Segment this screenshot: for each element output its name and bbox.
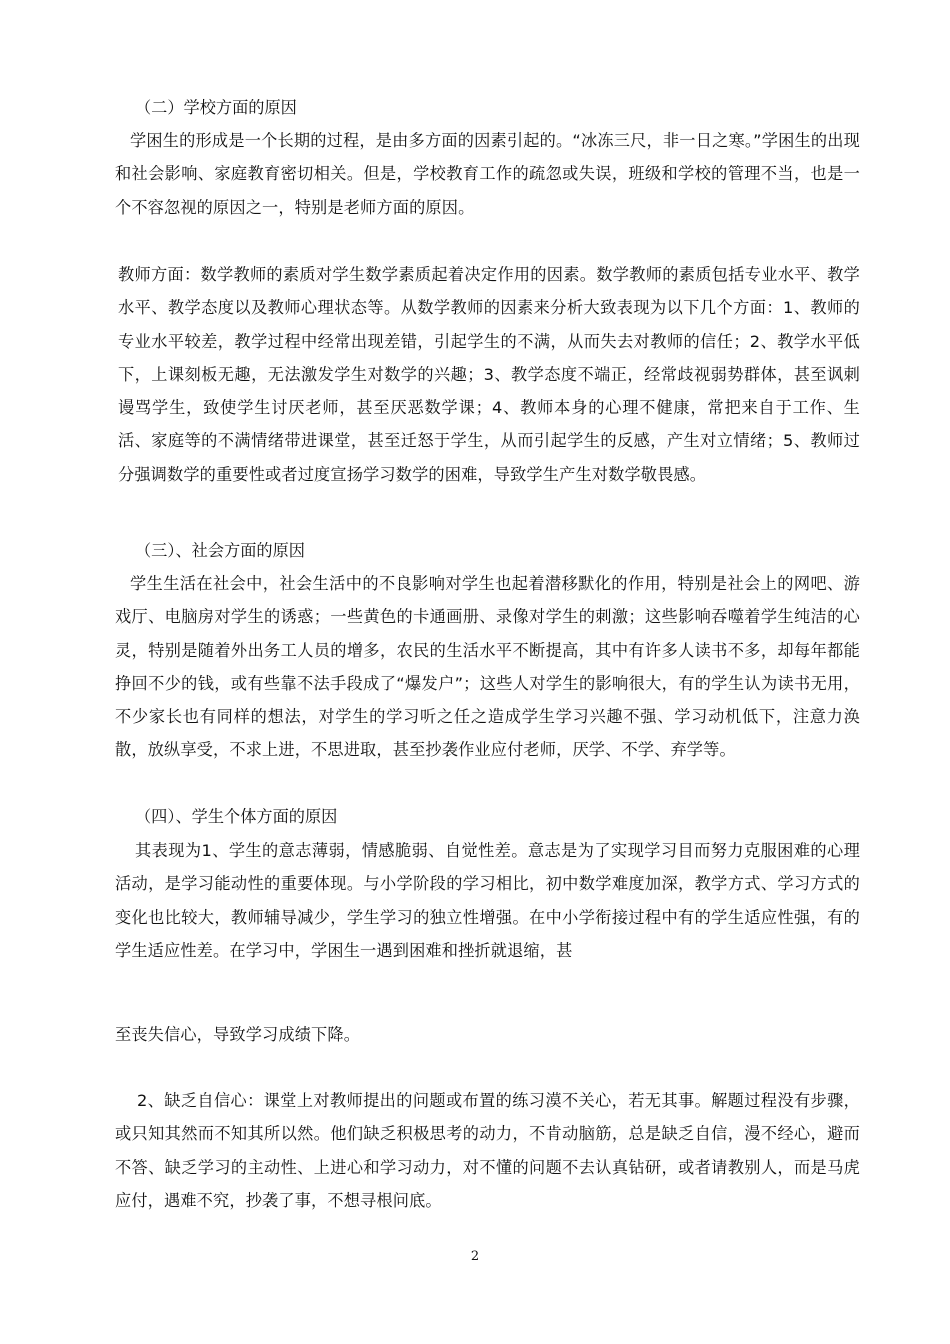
paragraph-individual-willpower: 其表现为1、学生的意志薄弱，情感脆弱、自觉性差。意志是为了实现学习目而努力克服困难的心理活动，是学习能动性的重要体现。与小学阶段的学习相比，初中数学难度加深，教学方式、学习方式的变化也比较大，教师辅导减少，学生学习的独立性增强。在中小学衔接过程中有的学生适应性强，有的学生适应性差。在学习中，学困生一遇到困难和挫折就退缩，甚 xyxy=(115,841,860,960)
paragraph-lack-of-confidence: 2、缺乏自信心：课堂上对教师提出的问题或布置的练习漠不关心，若无其事。解题过程没有步骤，或只知其然而不知其所以然。他们缺乏积极思考的动力，不肯动脑筋，总是缺乏自信，漫不经心，避而不答、缺乏学习的主动性、上进心和学习动力，对不懂的问题不去认真钻研，或者请教别人，而是马虎应付，遇难不究，抄袭了事，不想寻根问底。 xyxy=(115,1091,860,1210)
paragraph-society-influence: 学生生活在社会中，社会生活中的不良影响对学生也起着潜移默化的作用，特别是社会上的网吧、游戏厅、电脑房对学生的诱惑；一些黄色的卡通画册、录像对学生的刺激；这些影响吞噬着学生纯洁的心灵，特别是随着外出务工人员的增多，农民的生活水平不断提高，其中有许多人读书不多，却每年都能挣回不少的钱，或有些靠不法手段成了“爆发户”；这些人对学生的影响很大，有的学生认为读书无用，不少家长也有同样的想法，对学生的学习听之任之造成学生学习兴趣不强、学习动机低下，注意力涣散，放纵享受，不求上进，不思进取，甚至抄袭作业应付老师，厌学、不学、弃学等。 xyxy=(115,574,860,760)
page-number: 2 xyxy=(470,1249,480,1264)
section-heading-society: （三）、社会方面的原因 xyxy=(135,541,305,560)
paragraph-school-intro: 学困生的形成是一个长期的过程，是由多方面的因素引起的。“冰冻三尺，非一日之寒。”学困生的出现和社会影响、家庭教育密切相关。但是，学校教育工作的疏忽或失误，班级和学校的管理不当，也是一个不容忽视的原因之一，特别是老师方面的原因。 xyxy=(115,131,860,217)
section-heading-school: （二）学校方面的原因 xyxy=(135,98,297,117)
section-heading-individual: （四）、学生个体方面的原因 xyxy=(135,807,338,826)
paragraph-teacher-factors: 教师方面：数学教师的素质对学生数学素质起着决定作用的因素。数学教师的素质包括专业水平、教学水平、教学态度以及教师心理状态等。从数学教师的因素来分析大致表现为以下几个方面：1、教师的专业水平较差，教学过程中经常出现差错，引起学生的不满，从而失去对教师的信任；2、教学水平低下，上课刻板无趣，无法激发学生对数学的兴趣；3、教学态度不端正，经常歧视弱势群体，甚至讽刺谩骂学生，致使学生讨厌老师，甚至厌恶数学课；4、教师本身的心理不健康，常把来自于工作、生活、家庭等的不满情绪带进课堂，甚至迁怒于学生，从而引起学生的反感，产生对立情绪；5、教师过分强调数学的重要性或者过度宣扬学习数学的困难，导致学生产生对数学敬畏感。 xyxy=(118,265,860,484)
paragraph-individual-willpower-continued: 至丧失信心，导致学习成绩下降。 xyxy=(115,1025,361,1044)
